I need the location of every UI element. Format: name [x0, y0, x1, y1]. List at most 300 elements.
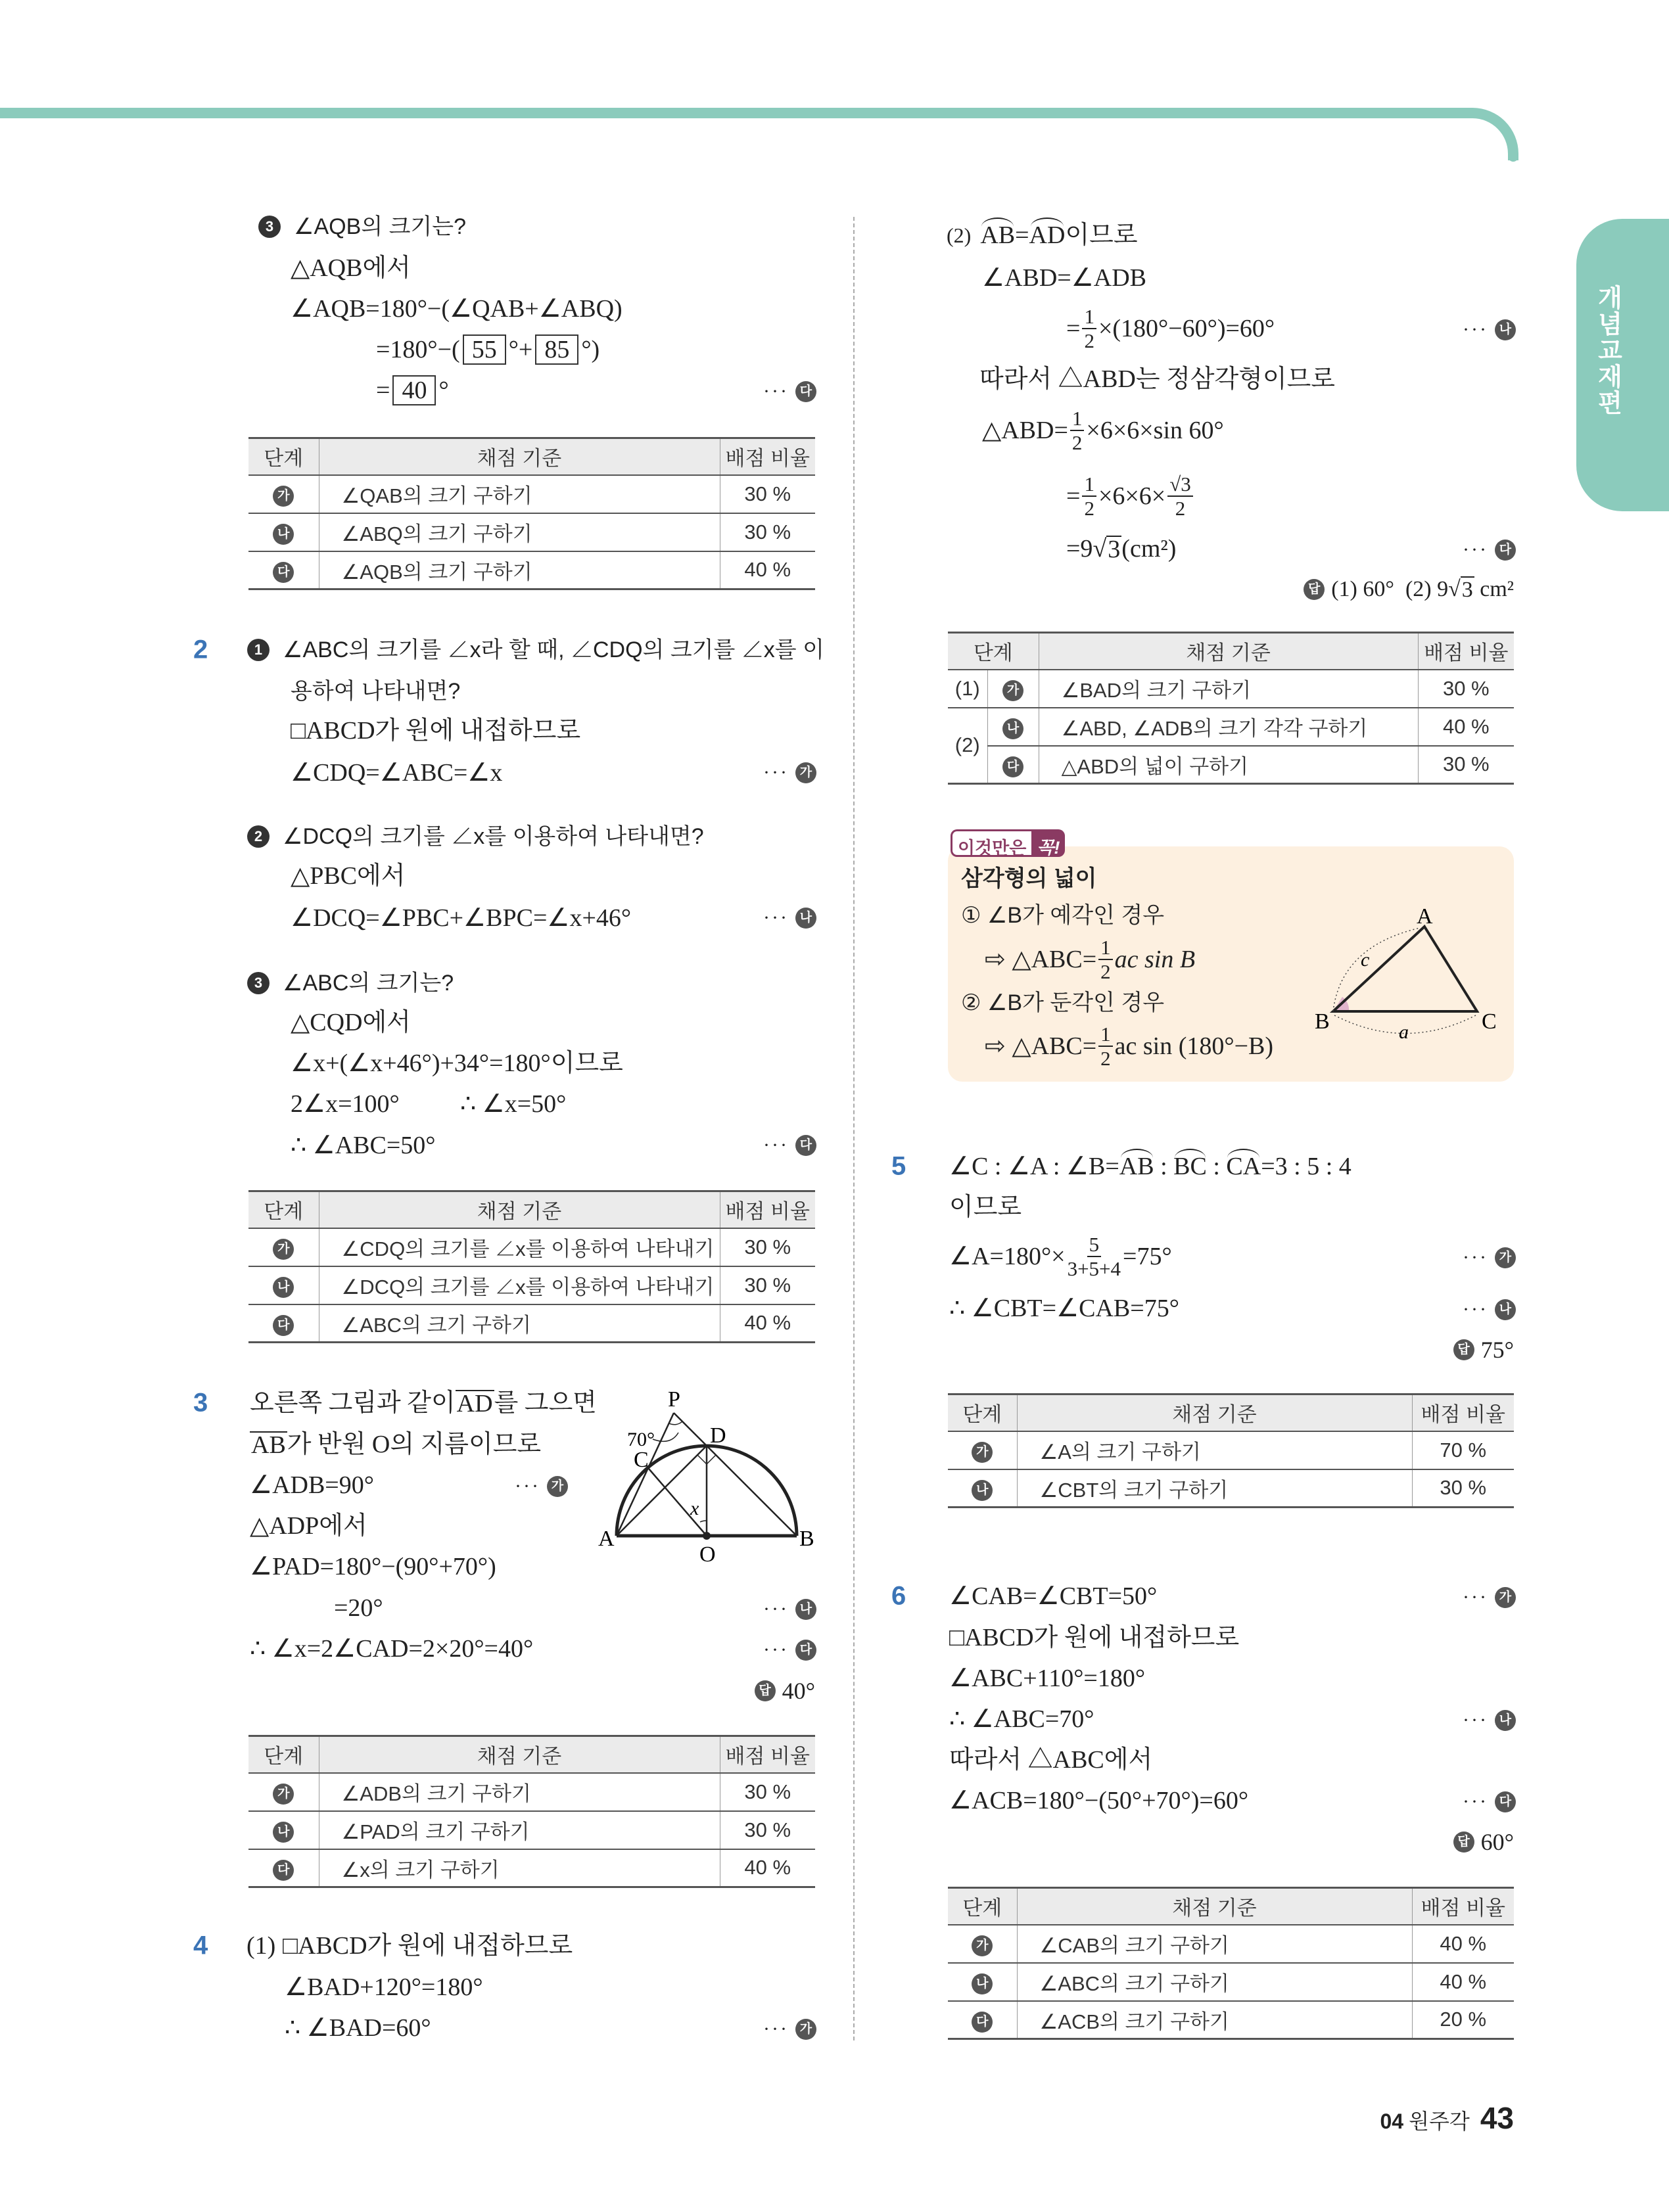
dots: ··· — [1463, 1586, 1488, 1608]
table-row — [948, 2001, 1514, 2039]
segment-ab: AB — [251, 1431, 286, 1459]
criteria-cell: ∠BAD의 크기 구하기 — [1039, 670, 1418, 708]
solution-line: ∴ ∠ABC=70° — [949, 1705, 1094, 1733]
answer-icon: 답 — [1453, 1339, 1474, 1360]
center-o-point — [703, 1532, 711, 1540]
table-row — [248, 551, 815, 589]
fraction — [1098, 1024, 1113, 1069]
text: △ABD= — [982, 417, 1068, 444]
ratio-cell: 30 % — [1418, 670, 1514, 708]
criteria-cell: ∠x의 크기 구하기 — [319, 1849, 720, 1887]
angle-x-arc — [700, 1521, 707, 1522]
table-row — [248, 1304, 815, 1343]
fraction — [1068, 1234, 1121, 1279]
table-row — [248, 1849, 815, 1887]
text: 를 그으면 — [494, 1389, 597, 1417]
label-c: C — [634, 1448, 649, 1472]
text: = — [1015, 221, 1029, 249]
table-row — [948, 746, 1514, 784]
step-cell — [248, 475, 319, 513]
tip-tag-label: 이것만은 — [951, 829, 1031, 857]
step-cell — [987, 670, 1039, 708]
solution-line: ∠ACB=180°−(50°+70°)=60° — [949, 1787, 1249, 1814]
text: (cm²) — [1121, 535, 1177, 563]
text: = — [376, 377, 390, 404]
solution-line: ∴ ∠ABC=50° — [291, 1132, 436, 1159]
problem-number: 6 — [891, 1581, 906, 1611]
step-cell — [248, 1773, 319, 1811]
header-criteria: 채점 기준 — [1039, 633, 1418, 670]
arc-ca: CA — [1226, 1153, 1261, 1180]
header-criteria: 채점 기준 — [319, 1191, 720, 1228]
dots: ··· — [1463, 319, 1488, 340]
step-cell — [987, 746, 1039, 784]
marker-na-icon: 나 — [795, 1599, 816, 1620]
marker-na-icon: 나 — [1495, 319, 1516, 340]
text: ×(180°−60°)=60° — [1098, 315, 1275, 342]
criteria-cell: ∠ACB의 크기 구하기 — [1017, 2001, 1412, 2039]
step-marker-da — [763, 1134, 816, 1157]
step-marker-da — [1463, 1791, 1516, 1813]
step-cell — [948, 2001, 1017, 2039]
question-text: 용하여 나타내면? — [291, 679, 461, 704]
answer-icon: 답 — [1304, 579, 1325, 600]
scoring-table-3 — [248, 1735, 815, 1888]
solution-line — [947, 223, 1138, 248]
text: ac sin B — [1114, 946, 1196, 973]
text: =75° — [1123, 1243, 1172, 1270]
marker-da-icon: 다 — [273, 1860, 294, 1881]
text: ×6×6× — [1098, 482, 1166, 510]
answer-box: 85 — [535, 334, 578, 365]
ratio-cell: 40 % — [1412, 1925, 1514, 1963]
tip-case-2: ② ∠B가 둔각인 경우 — [961, 990, 1165, 1015]
text: ∠A=180°× — [949, 1243, 1066, 1270]
marker-da-icon: 다 — [1002, 756, 1023, 777]
ratio-cell: 30 % — [720, 1811, 815, 1849]
table-row — [948, 708, 1514, 746]
numerator: 1 — [1098, 937, 1113, 960]
step-cell — [948, 1469, 1017, 1508]
step-1-icon: 1 — [247, 639, 270, 661]
marker-na-icon: 나 — [972, 1480, 993, 1501]
denominator: 2 — [1100, 960, 1111, 983]
section-side-tab[interactable] — [1576, 219, 1669, 511]
marker-na-icon: 나 — [795, 908, 816, 929]
table-row — [948, 670, 1514, 708]
solution-line: 2∠x=100° — [291, 1090, 400, 1118]
answer — [1453, 1336, 1514, 1364]
answer — [755, 1677, 815, 1705]
dots: ··· — [1463, 539, 1488, 561]
triangle-abc — [1333, 927, 1477, 1011]
criteria-cell: ∠PAD의 크기 구하기 — [319, 1811, 720, 1849]
text: ∠C : ∠A : ∠B= — [949, 1153, 1119, 1180]
fraction — [1098, 937, 1113, 982]
marker-ga-icon: 가 — [795, 2019, 816, 2040]
solution-line — [1066, 306, 1275, 351]
criteria-cell: ∠ADB의 크기 구하기 — [319, 1773, 720, 1811]
scoring-table-6 — [948, 1887, 1514, 2040]
denominator: 2 — [1084, 329, 1094, 352]
answer — [1304, 576, 1514, 603]
solution-line: ∠ABC+110°=180° — [949, 1665, 1146, 1692]
fraction — [1082, 474, 1096, 518]
ratio-cell: 30 % — [720, 1773, 815, 1811]
solution-line: ∴ ∠x=2∠CAD=2×20°=40° — [250, 1635, 534, 1663]
triangle-figure — [1308, 900, 1505, 1051]
arc-ab: AB — [1119, 1153, 1154, 1180]
table-row — [948, 1963, 1514, 2001]
ratio-cell: 70 % — [1412, 1431, 1514, 1469]
p1-step3-question — [258, 216, 466, 238]
header-step: 단계 — [948, 1888, 1017, 1925]
step-3-icon: 3 — [247, 972, 270, 994]
step-marker-ga — [763, 762, 816, 784]
label-b: B — [799, 1527, 814, 1551]
tip-case-1: ① ∠B가 예각인 경우 — [961, 903, 1165, 928]
text: = — [1066, 482, 1081, 510]
answer-box: 55 — [463, 334, 506, 365]
step-cell — [248, 551, 319, 589]
criteria-cell: ∠DCQ의 크기를 ∠x를 이용하여 나타내기 — [319, 1266, 720, 1304]
criteria-cell: ∠ABD, ∠ADB의 크기 각각 구하기 — [1039, 708, 1418, 746]
fraction — [1082, 306, 1096, 351]
table-row — [248, 1228, 815, 1266]
side-tab-label: 개념교재편 — [1593, 285, 1622, 416]
ratio-cell: 30 % — [1412, 1469, 1514, 1508]
criteria-cell: ∠CBT의 크기 구하기 — [1017, 1469, 1412, 1508]
header-ratio: 배점 비율 — [720, 1736, 815, 1773]
marker-na-icon: 나 — [1002, 718, 1023, 739]
answer-unit: cm² — [1474, 577, 1514, 601]
ratio-cell: 20 % — [1412, 2001, 1514, 2039]
tip-formula-1 — [985, 937, 1195, 982]
label-side-a: a — [1399, 1021, 1409, 1043]
tip-tag — [951, 829, 1065, 857]
dots: ··· — [763, 762, 789, 783]
solution-line — [1066, 474, 1195, 518]
marker-da-icon: 다 — [1495, 1791, 1516, 1812]
problem-number: 4 — [193, 1931, 208, 1960]
ratio-cell: 40 % — [720, 1304, 815, 1343]
table-row — [248, 1811, 815, 1849]
solution-line — [949, 1154, 1352, 1179]
column-divider — [853, 217, 855, 2040]
question-text: ∠DCQ의 크기를 ∠x를 이용하여 나타내면? — [283, 824, 704, 849]
text: ×6×6×sin 60° — [1086, 417, 1224, 444]
problem-number: 3 — [193, 1388, 208, 1417]
table-row — [248, 475, 815, 513]
dots: ··· — [763, 1134, 789, 1156]
tip-title: 삼각형의 넓이 — [961, 866, 1097, 891]
solution-line: △AQB에서 — [291, 254, 411, 282]
label-d: D — [710, 1423, 726, 1448]
step-cell — [987, 708, 1039, 746]
tip-tag-emphasis: 꼭! — [1031, 829, 1065, 857]
label-c-vertex: C — [1482, 1009, 1497, 1034]
header-ratio: 배점 비율 — [1418, 633, 1514, 670]
arc-bc: BC — [1173, 1153, 1207, 1180]
scoring-table-5 — [948, 1393, 1514, 1508]
ratio-cell: 40 % — [720, 551, 815, 589]
marker-ga-icon: 가 — [273, 1784, 294, 1805]
marker-da-icon: 다 — [795, 381, 816, 402]
step-cell — [948, 1431, 1017, 1469]
question-text: ∠ABC의 크기는? — [283, 971, 454, 996]
solution-line: ∴ ∠x=50° — [460, 1090, 567, 1118]
ratio-cell: 40 % — [1418, 708, 1514, 746]
ratio-cell: 40 % — [720, 1849, 815, 1887]
step-cell — [248, 1849, 319, 1887]
solution-line: ∠CDQ=∠ABC=∠x — [291, 759, 503, 787]
step-marker-na — [763, 907, 816, 929]
step-cell — [248, 1304, 319, 1343]
solution-line — [949, 1234, 1172, 1279]
answer-value: (1) 60° (2) 9 — [1331, 577, 1449, 601]
table-row — [948, 1431, 1514, 1469]
table-row — [248, 1773, 815, 1811]
header-step: 단계 — [248, 438, 319, 475]
denominator: 3+5+4 — [1067, 1257, 1121, 1280]
ratio-cell: 30 % — [720, 1228, 815, 1266]
scoring-table-4 — [948, 632, 1514, 785]
marker-na-icon: 나 — [972, 1973, 993, 1994]
dots: ··· — [763, 1598, 789, 1620]
marker-da-icon: 다 — [795, 1640, 816, 1661]
question-text: ∠AQB의 크기는? — [294, 214, 467, 239]
solution-line: □ABCD가 원에 내접하므로 — [291, 717, 581, 745]
answer-icon: 답 — [755, 1680, 776, 1701]
dots: ··· — [1463, 1247, 1488, 1268]
header-step: 단계 — [948, 633, 1039, 670]
header-step: 단계 — [248, 1191, 319, 1228]
problem-number: 2 — [193, 635, 208, 664]
fraction — [1070, 408, 1085, 453]
solution-line: □ABCD가 원에 내접하므로 — [283, 1932, 573, 1960]
page-footer — [1380, 2100, 1514, 2136]
marker-da-icon: 다 — [273, 562, 294, 583]
answer-box: 40 — [392, 375, 436, 405]
text: ⇨ △ABC= — [985, 1032, 1097, 1060]
solution-line: =20° — [334, 1594, 383, 1622]
step-marker-da — [763, 1639, 816, 1661]
marker-na-icon: 나 — [1495, 1710, 1516, 1731]
label-x: x — [690, 1498, 699, 1519]
answer — [1453, 1828, 1514, 1856]
step-cell — [948, 1925, 1017, 1963]
solution-line — [376, 334, 599, 365]
table-row — [248, 513, 815, 551]
text: =180°−( — [376, 336, 460, 363]
angle-p-arc — [669, 1421, 682, 1425]
text: 오른쪽 그림과 같이 — [250, 1389, 456, 1417]
dots: ··· — [1463, 1299, 1488, 1320]
solution-line: ∠CAB=∠CBT=50° — [949, 1582, 1158, 1610]
criteria-cell: ∠ABQ의 크기 구하기 — [319, 513, 720, 551]
solution-line — [250, 1431, 541, 1458]
chapter-title: 원주각 — [1409, 2109, 1470, 2133]
radicand: 3 — [1108, 536, 1121, 563]
solution-line: □ABCD가 원에 내접하므로 — [949, 1624, 1240, 1651]
step-cell — [248, 1266, 319, 1304]
text: =9 — [1066, 535, 1093, 563]
sqrt-sign: √ — [1093, 535, 1107, 563]
answer-value: 60° — [1480, 1829, 1514, 1855]
step-marker-ga — [763, 2018, 816, 2040]
dots: ··· — [515, 1475, 540, 1497]
marker-da-icon: 다 — [795, 1135, 816, 1156]
marker-da-icon: 다 — [1495, 540, 1516, 561]
denominator: 2 — [1084, 497, 1094, 520]
dots: ··· — [763, 2018, 789, 2040]
solution-line: ∴ ∠BAD=60° — [285, 2014, 431, 2042]
solution-line: ∠BAD+120°=180° — [285, 1973, 483, 2001]
tip-formula-2 — [985, 1024, 1273, 1069]
solution-line: ∠x+(∠x+46°)+34°=180°이므로 — [291, 1049, 623, 1077]
segment-ad: AD — [456, 1390, 493, 1417]
criteria-cell: ∠CDQ의 크기를 ∠x를 이용하여 나타내기 — [319, 1228, 720, 1266]
page-number: 43 — [1480, 2101, 1514, 2135]
step-cell — [248, 1228, 319, 1266]
label-o: O — [699, 1542, 716, 1567]
criteria-cell: ∠ABC의 크기 구하기 — [319, 1304, 720, 1343]
step-marker-na — [1463, 319, 1516, 341]
p2-step3-question — [247, 972, 454, 994]
solution-line: ∠ADB=90° — [250, 1471, 374, 1499]
marker-na-icon: 나 — [273, 1822, 294, 1843]
criteria-cell: ∠CAB의 크기 구하기 — [1017, 1925, 1412, 1963]
semicircle-figure — [585, 1380, 822, 1571]
table-row — [248, 1266, 815, 1304]
numerator: 1 — [1082, 306, 1096, 329]
solution-line — [250, 1390, 597, 1416]
header-criteria: 채점 기준 — [319, 438, 720, 475]
solution-line: ∠PAD=180°−(90°+70°) — [250, 1553, 496, 1580]
solution-line: ∠AQB=180°−(∠QAB+∠ABQ) — [291, 295, 623, 323]
solution-line: ∠DCQ=∠PBC+∠BPC=∠x+46° — [291, 904, 632, 932]
answer-value: 40° — [782, 1678, 815, 1704]
top-decor-curve — [1440, 108, 1518, 160]
marker-ga-icon: 가 — [1495, 1247, 1516, 1268]
solution-line — [1066, 536, 1176, 562]
p2-step1-question — [247, 639, 824, 661]
text: °) — [581, 336, 600, 363]
step-marker-na — [763, 1598, 816, 1621]
numerator: 1 — [1082, 474, 1096, 497]
marker-ga-icon: 가 — [1002, 680, 1023, 701]
p2-step2-question — [247, 825, 704, 848]
ratio-cell: 40 % — [1412, 1963, 1514, 2001]
header-criteria: 채점 기준 — [1017, 1888, 1412, 1925]
part-cell: (2) — [948, 708, 987, 784]
numerator: √3 — [1167, 474, 1193, 497]
criteria-cell: ∠ABC의 크기 구하기 — [1017, 1963, 1412, 2001]
sqrt-sign: √ — [1448, 577, 1461, 601]
marker-da-icon: 다 — [273, 1315, 294, 1336]
solution-line: △CQD에서 — [291, 1009, 411, 1036]
ratio-cell: 30 % — [720, 513, 815, 551]
step-marker-na — [1463, 1709, 1516, 1732]
step-marker-ga — [1463, 1247, 1516, 1269]
numerator: 1 — [1098, 1024, 1113, 1047]
step-marker-ga — [1463, 1586, 1516, 1609]
text: : — [1154, 1153, 1174, 1180]
solution-line — [982, 408, 1224, 453]
text: °+ — [508, 336, 533, 363]
marker-ga-icon: 가 — [1495, 1587, 1516, 1608]
marker-ga-icon: 가 — [972, 1935, 993, 1956]
marker-na-icon: 나 — [273, 1277, 294, 1298]
answer-value: 75° — [1480, 1337, 1514, 1363]
solution-line: 따라서 △ABD는 정삼각형이므로 — [979, 365, 1336, 393]
arc-ab: AB — [980, 221, 1016, 249]
criteria-cell: ∠QAB의 크기 구하기 — [319, 475, 720, 513]
scoring-table-1 — [248, 437, 815, 590]
step-cell — [248, 1811, 319, 1849]
part-label: (2) — [947, 223, 972, 247]
angle-pointer-arrow — [653, 1433, 678, 1441]
numerator: 1 — [1070, 408, 1085, 431]
step-marker-da — [763, 380, 816, 403]
header-ratio: 배점 비율 — [1412, 1888, 1514, 1925]
label-side-c: c — [1361, 949, 1370, 971]
part-label: (1) — [247, 1932, 276, 1960]
marker-ga-icon: 가 — [795, 762, 816, 783]
radicand: 3 — [1461, 578, 1473, 602]
marker-ga-icon: 가 — [547, 1476, 568, 1497]
step-marker-da — [1463, 539, 1516, 561]
text: = — [1066, 315, 1081, 342]
solution-line: 따라서 △ABC에서 — [949, 1746, 1153, 1774]
step-3-icon: 3 — [258, 216, 281, 238]
step-cell — [948, 1963, 1017, 2001]
marker-ga-icon: 가 — [972, 1442, 993, 1463]
scoring-table-2 — [248, 1190, 815, 1343]
solution-line — [376, 375, 449, 405]
solution-line: ∠ABD=∠ADB — [982, 264, 1147, 292]
text: 이므로 — [1065, 221, 1138, 249]
header-step: 단계 — [248, 1736, 319, 1773]
chapter-number: 04 — [1380, 2109, 1404, 2133]
header-ratio: 배점 비율 — [720, 1191, 815, 1228]
table-row — [948, 1925, 1514, 1963]
label-a-vertex: A — [1417, 904, 1433, 929]
answer-icon: 답 — [1453, 1832, 1474, 1853]
header-step: 단계 — [948, 1394, 1017, 1431]
marker-na-icon: 나 — [1495, 1299, 1516, 1320]
text: ac sin (180°−B) — [1114, 1032, 1273, 1060]
criteria-cell: △ABD의 넓이 구하기 — [1039, 746, 1418, 784]
arc-ad: AD — [1029, 221, 1066, 249]
text: 가 반원 O의 지름이므로 — [287, 1431, 542, 1458]
step-cell — [248, 513, 319, 551]
part-cell: (1) — [948, 670, 987, 708]
solution-line: △PBC에서 — [291, 862, 406, 890]
header-criteria: 채점 기준 — [319, 1736, 720, 1773]
dots: ··· — [763, 907, 789, 929]
fraction — [1167, 474, 1193, 518]
header-ratio: 배점 비율 — [1412, 1394, 1514, 1431]
dots: ··· — [1463, 1791, 1488, 1812]
denominator: 2 — [1071, 431, 1083, 454]
text: : — [1206, 1153, 1227, 1180]
solution-line: 이므로 — [949, 1193, 1022, 1221]
ratio-cell: 30 % — [720, 1266, 815, 1304]
label-70: 70° — [627, 1429, 655, 1450]
numerator: 5 — [1087, 1234, 1102, 1257]
ratio-cell: 30 % — [1418, 746, 1514, 784]
